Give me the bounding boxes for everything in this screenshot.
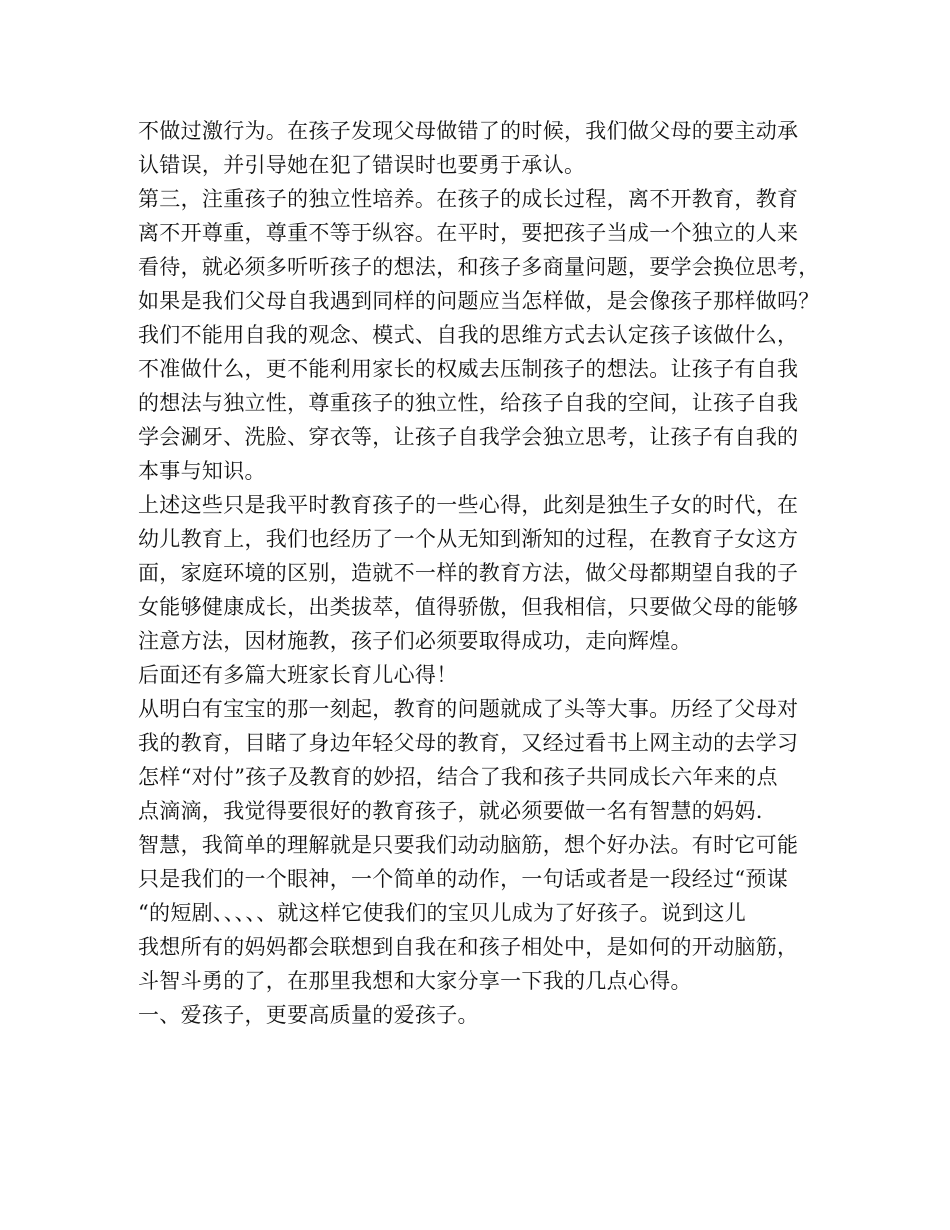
- text-line: 离不开尊重，尊重不等于纵容。在平时，要把孩子当成一个独立的人来: [138, 221, 799, 245]
- text-line: 斗智斗勇的了，在那里我想和大家分享一下我的几点心得。: [138, 969, 692, 993]
- text-line: 怎样“对付”孩子及教育的妙招，结合了我和孩子共同成长六年来的点: [138, 765, 778, 789]
- text-line: 上述这些只是我平时教育孩子的一些心得，此刻是独生子女的时代，在: [138, 493, 799, 517]
- text-line: 看待，就必须多听听孩子的想法，和孩子多商量问题，要学会换位思考，: [138, 255, 820, 279]
- text-line: 面，家庭环境的区别，造就不一样的教育方法，做父母都期望自我的子: [138, 561, 799, 585]
- text-line: 后面还有多篇大班家长育儿心得！: [138, 663, 458, 687]
- text-line: 幼儿教育上，我们也经历了一个从无知到渐知的过程，在教育子女这方: [138, 527, 799, 551]
- text-line: 一、爱孩子，更要高质量的爱孩子。: [138, 1003, 479, 1027]
- text-line: 如果是我们父母自我遇到同样的问题应当怎样做，是会像孩子那样做吗？: [138, 289, 820, 313]
- text-line: 只是我们的一个眼神，一个简单的动作，一句话或者是一段经过“预谋: [138, 867, 789, 891]
- text-line: 点滴滴，我觉得要很好的教育孩子，就必须要做一名有智慧的妈妈.: [138, 799, 763, 823]
- text-line: 学会涮牙、洗脸、穿衣等，让孩子自我学会独立思考，让孩子有自我的: [138, 425, 799, 449]
- text-line: 不准做什么，更不能利用家长的权威去压制孩子的想法。让孩子有自我: [138, 357, 799, 381]
- text-line: 女能够健康成长，出类拔萃，值得骄傲，但我相信，只要做父母的能够: [138, 595, 799, 619]
- text-line: 我们不能用自我的观念、模式、自我的思维方式去认定孩子该做什么，: [138, 323, 799, 347]
- text-line: 本事与知识。: [138, 459, 266, 483]
- document-body: [138, 114, 838, 1032]
- text-line: 从明白有宝宝的那一刻起，教育的问题就成了头等大事。历经了父母对: [138, 697, 799, 721]
- text-line: 智慧，我简单的理解就是只要我们动动脑筋，想个好办法。有时它可能: [138, 833, 799, 857]
- text-line: 的想法与独立性，尊重孩子的独立性，给孩子自我的空间，让孩子自我: [138, 391, 799, 415]
- text-line: 不做过激行为。在孩子发现父母做错了的时候，我们做父母的要主动承: [138, 119, 799, 143]
- text-line: 我想所有的妈妈都会联想到自我在和孩子相处中，是如何的开动脑筋，: [138, 935, 799, 959]
- text-line: 我的教育，目睹了身边年轻父母的教育，又经过看书上网主动的去学习: [138, 731, 799, 755]
- text-line: 认错误，并引导她在犯了错误时也要勇于承认。: [138, 153, 586, 177]
- text-line: “的短剧、、、、、就这样它使我们的宝贝儿成为了好孩子。说到这儿: [138, 901, 747, 925]
- text-line: 第三，注重孩子的独立性培养。在孩子的成长过程，离不开教育，教育: [138, 187, 799, 211]
- text-line: 注意方法，因材施教，孩子们必须要取得成功，走向辉煌。: [138, 629, 692, 653]
